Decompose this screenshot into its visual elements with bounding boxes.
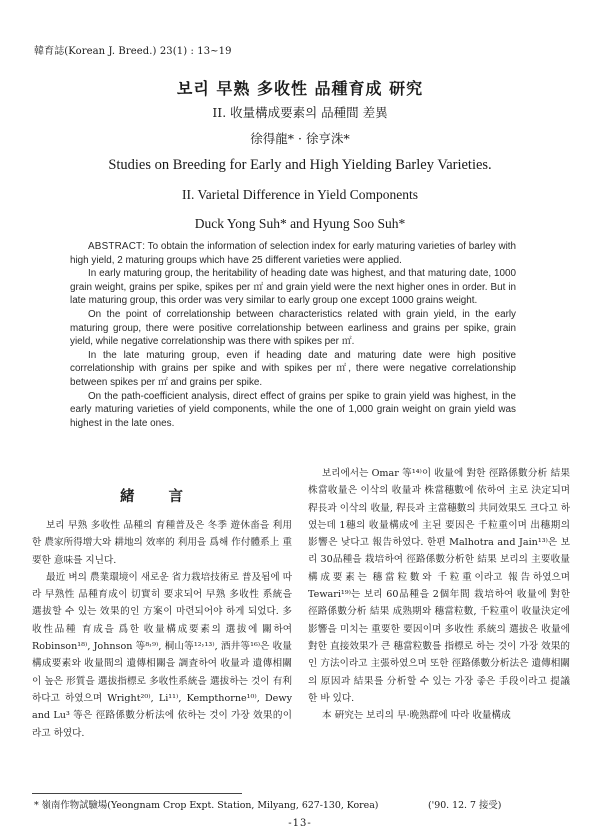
title-english: Studies on Breeding for Early and High Yielding Barley Varieties. bbox=[108, 157, 492, 173]
abstract-paragraph: In early maturing group, the heritability of heading date was highest, and that maturing date, 1000 grain weight, grains per spike, spikes per ㎡ and grain yield were the next higher ones in order. But in late maturing group, this order was very similar to early group one except 1000 grains weight. bbox=[70, 268, 516, 307]
section-heading-introduction: 緒言 bbox=[120, 488, 217, 505]
abstract-paragraph bbox=[70, 240, 516, 267]
page-number: -13- bbox=[288, 818, 312, 829]
abstract-label: ABSTRACT bbox=[88, 241, 143, 252]
body-paragraph: 本 硏究는 보리의 早·晩熟群에 따라 收量構成 bbox=[322, 710, 511, 722]
subtitle-english: II. Varietal Difference in Yield Components bbox=[182, 187, 418, 202]
abstract-text: : To obtain the information of selection index for early maturing varieties of barley with high yield, 2 maturing groups which have 25 different varieties were applied. bbox=[70, 241, 516, 266]
abstract bbox=[70, 240, 516, 430]
abstract-paragraph: On the path-coefficient analysis, direct effect of grains per spike to grain yield was highest, in the early maturing varieties of yield components, while the one of 1,000 grain weight on grain yield was highest in the late ones. bbox=[70, 390, 516, 429]
body-column-right bbox=[308, 465, 570, 724]
abstract-paragraph: In the late maturing group, even if heading date and maturing date were high positive correlationship with grains per spike and with spikes per ㎡, there were negative correlationship between spikes per ㎡ and grains per spike. bbox=[70, 349, 516, 388]
authors-english: Duck Yong Suh* and Hyung Soo Suh* bbox=[194, 216, 406, 231]
body-paragraph: 보리 早熟 多收性 品種의 育種普及은 冬季 遊休畓을 利用한 農家所得增大와 耕地의 效率的 利用을 爲해 作付體系上 重要한 意味를 지닌다. bbox=[32, 520, 292, 566]
footnote-divider bbox=[32, 793, 242, 794]
body-paragraph: 最近 벼의 農業環境이 새로운 省力栽培技術로 普及됨에 따라 早熟性 品種育成이 切實히 要求되어 早熟 多收性 系統을 選拔할 수 있는 效果的인 方案이 마련되어야 하게 되었다. 多收性品種 育成을 爲한 收量構成要素의 選拔에 關하여 Robinson¹⁸⁾, Johnson 等⁸˒⁹⁾, 桐山等¹²˒¹³⁾, 酒井等¹⁶⁾은 收量構成要素와 收量間의 遺傳相關을 調査하여 收量과 遺傳相關이 높은 形質을 選拔指標로 多收性系統을 選拔하는 것이 有利하다고 하였으며 Wright²⁰⁾, Li¹¹⁾, Kempthorne¹⁰⁾, Dewy and Lu³ 等은 徑路係數分析法에 依하는 것이 가장 效果的이라고 하였다. bbox=[32, 571, 292, 739]
received-date: ('90. 12. 7 接受) bbox=[428, 800, 502, 811]
title-korean: 보리 早熟 多收性 品種育成 研究 bbox=[176, 79, 424, 98]
affiliation-footnote: * 嶺南作物試驗場(Yeongnam Crop Expt. Station, Milyang, 627-130, Korea) bbox=[34, 800, 379, 811]
subtitle-korean: II. 收量構成要素의 品種間 差異 bbox=[212, 105, 388, 120]
abstract-paragraph: On the point of correlationship between characteristics related with grain yield, in the early maturing group, there were positive correlationship between earliness and grains per spike, grain yield, while negative correlationship was there with spikes per ㎡. bbox=[70, 308, 516, 348]
body-column-left bbox=[32, 517, 292, 742]
body-paragraph: 보리에서는 Omar 等¹⁴⁾이 收量에 對한 徑路係數分析 結果 株當收量은 이삭의 收量과 株當穗數에 依하여 主로 決定되며 稈長과 이삭의 收量, 稈長과 主當穗數의 共同效果도 크다고 하였는데 1穗의 收量構成에 主된 要因은 千粒重이며 出穗期의 影響은 낮다고 報告하였다. 한편 Malhotra and Jain¹³⁾은 보리 30品種을 栽培하여 徑路係數分析한 結果 보리의 主要收量構成要素는 穗當粒數와 千粒重이라고 報告하였으며 Tewari¹⁹⁾는 보리 60品種을 2個年間 栽培하여 收量에 對한 徑路係數分析 結果 成熟期와 穗當粒數, 千粒重이 收量決定에 影響을 미치는 重要한 要因이며 多收性 系統의 選拔은 收量에 對한 直接效果가 큰 穗當粒數를 指標로 하는 것이 가장 效果的인 方法이라고 主張하였으며 또한 徑路係數分析法은 遺傳相關의 原因과 結果를 分析할 수 있는 가장 좋은 手段이라고 提議한 바 있다. bbox=[308, 468, 570, 704]
journal-header: 韓育誌(Korean J. Breed.) 23(1) : 13~19 bbox=[34, 46, 232, 57]
authors-korean: 徐得龍* · 徐亨洙* bbox=[250, 131, 350, 146]
